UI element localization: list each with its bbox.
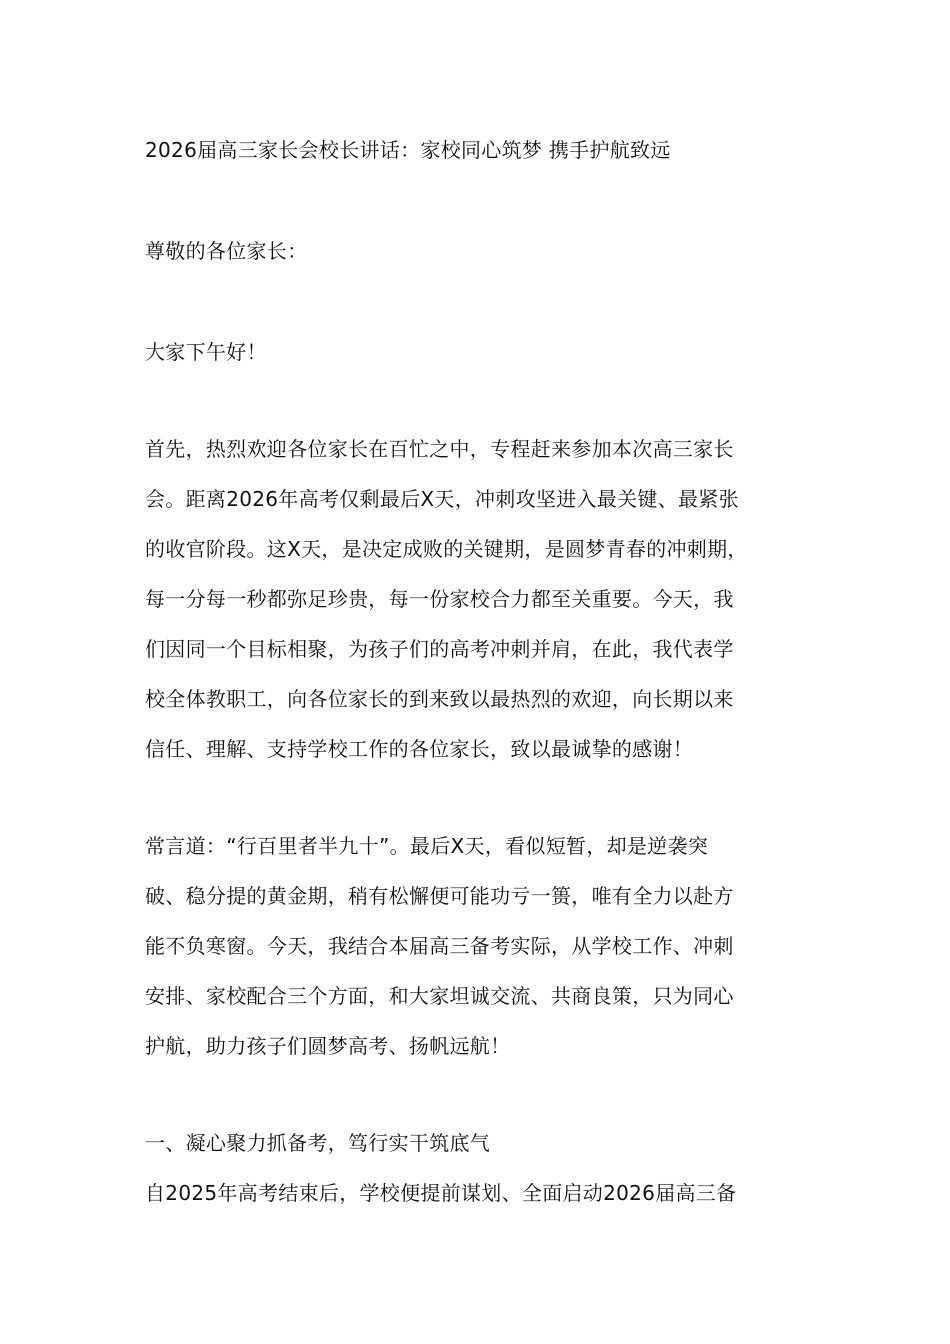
- paragraph-line: 安排、家校配合三个方面，和大家坦诚交流、共商良策，只为同心: [145, 984, 734, 1008]
- document-title: 2026届高三家长会校长讲话：家校同心筑梦 携手护航致远: [145, 138, 671, 162]
- greeting: 大家下午好！: [145, 340, 267, 364]
- paragraph-line: 每一分每一秒都弥足珍贵，每一份家校合力都至关重要。今天，我: [145, 587, 734, 611]
- paragraph-line: 的收官阶段。这X天，是决定成败的关键期，是圆梦青春的冲刺期，: [145, 537, 748, 561]
- paragraph-line: 破、稳分提的黄金期，稍有松懈便可能功亏一篑，唯有全力以赴方: [145, 884, 734, 908]
- paragraph-line: 信任、理解、支持学校工作的各位家长，致以最诚挚的感谢！: [145, 737, 694, 761]
- paragraph-line: 自2025年高考结束后，学校便提前谋划、全面启动2026届高三备: [145, 1181, 737, 1205]
- paragraph-line: 护航，助力孩子们圆梦高考、扬帆远航！: [145, 1034, 511, 1058]
- paragraph-line: 会。距离2026年高考仅剩最后X天，冲刺攻坚进入最关键、最紧张: [145, 487, 739, 511]
- paragraph-line: 们因同一个目标相聚，为孩子们的高考冲刺并肩，在此，我代表学: [145, 637, 734, 661]
- paragraph-line: 首先，热烈欢迎各位家长在百忙之中，专程赶来参加本次高三家长: [145, 437, 734, 461]
- salutation: 尊敬的各位家长：: [145, 239, 308, 263]
- paragraph-line: 校全体教职工，向各位家长的到来致以最热烈的欢迎，向长期以来: [145, 687, 734, 711]
- paragraph-line: 常言道：“行百里者半九十”。最后X天，看似短暂，却是逆袭突: [145, 834, 709, 858]
- section-heading: 一、凝心聚力抓备考，笃行实干筑底气: [145, 1131, 491, 1155]
- paragraph-line: 能不负寒窗。今天，我结合本届高三备考实际，从学校工作、冲刺: [145, 934, 734, 958]
